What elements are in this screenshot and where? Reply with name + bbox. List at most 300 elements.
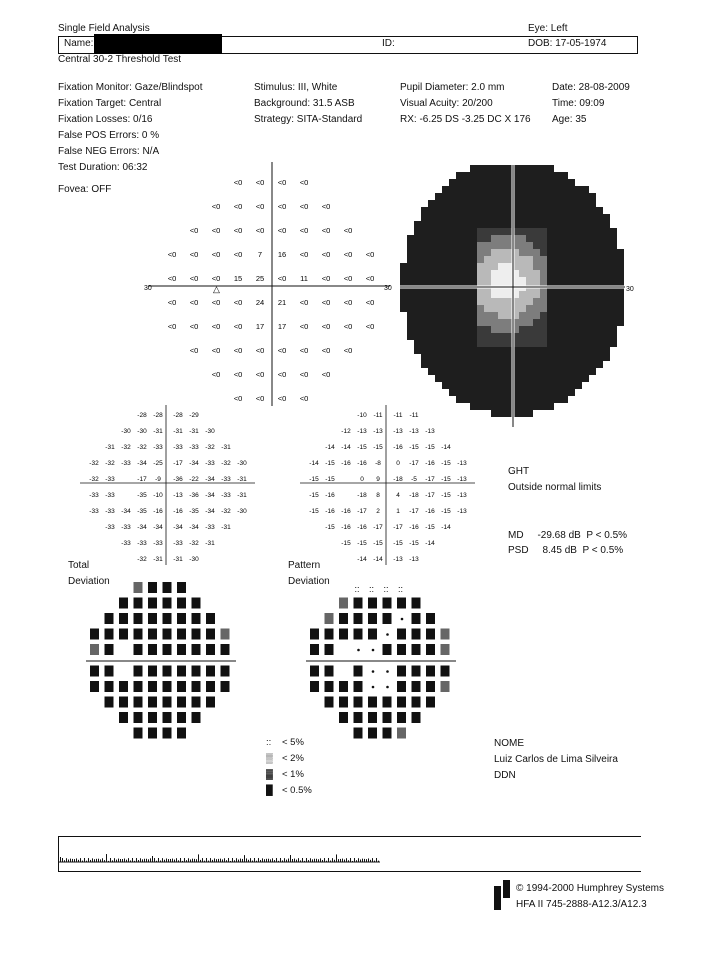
gaze-bar — [88, 858, 89, 862]
gray-cell — [421, 256, 428, 263]
td-prob-symbol — [221, 629, 230, 640]
td-value: -32 — [137, 444, 147, 451]
gray-cell — [491, 242, 498, 249]
td-prob-symbol — [177, 598, 186, 609]
gray-cell — [540, 256, 547, 263]
gray-cell — [575, 305, 582, 312]
td-prob-symbol — [134, 613, 143, 624]
legend-item-05: █ < 0.5% — [266, 783, 312, 799]
threshold-value: <0 — [211, 202, 221, 211]
gray-cell — [463, 340, 470, 347]
threshold-value: <0 — [211, 346, 221, 355]
gray-cell — [498, 277, 505, 284]
gaze-bar — [152, 856, 153, 862]
gray-cell — [491, 305, 498, 312]
td-prob-symbol — [90, 681, 99, 692]
gray-cell — [421, 333, 428, 340]
gray-cell — [568, 256, 575, 263]
gray-cell — [547, 326, 554, 333]
td-prob-symbol — [177, 613, 186, 624]
td-prob-symbol — [177, 582, 186, 593]
td-value: -33 — [153, 444, 163, 451]
gray-cell — [526, 242, 533, 249]
pd-prob-symbol — [386, 670, 389, 673]
gray-cell — [491, 256, 498, 263]
gray-cell — [421, 361, 428, 368]
gray-cell — [442, 333, 449, 340]
threshold-value: <0 — [277, 274, 287, 283]
td-prob-symbol — [192, 629, 201, 640]
gray-cell — [540, 361, 547, 368]
pd-value: 1 — [396, 508, 400, 515]
gray-cell — [533, 340, 540, 347]
td-prob-symbol — [90, 666, 99, 677]
gray-cell — [596, 361, 603, 368]
gray-cell — [554, 368, 561, 375]
pd-value: -15 — [357, 444, 367, 451]
pd-value: -10 — [357, 412, 367, 419]
td-prob-symbol — [177, 629, 186, 640]
gray-cell — [442, 256, 449, 263]
td-prob-symbol — [177, 712, 186, 723]
footer-copyright: © 1994-2000 Humphrey Systems — [516, 883, 664, 894]
gray-cell — [589, 305, 596, 312]
gray-cell — [505, 221, 512, 228]
dob-label: DOB: 17-05-1974 — [528, 38, 607, 49]
td-value: -30 — [237, 460, 247, 467]
param-line: Age: 35 — [552, 114, 587, 125]
gaze-bar — [210, 858, 211, 862]
pd-value: -15 — [425, 444, 435, 451]
gray-cell — [589, 263, 596, 270]
gray-cell — [526, 396, 533, 403]
pattern-deviation-values — [300, 405, 480, 565]
pd-prob-symbol — [383, 728, 392, 739]
gray-cell — [603, 235, 610, 242]
gray-cell — [421, 340, 428, 347]
pd-value: -17 — [409, 460, 419, 467]
gray-cell — [603, 277, 610, 284]
gaze-bar — [306, 858, 307, 862]
gaze-bar — [346, 858, 347, 862]
gray-cell — [610, 270, 617, 277]
pd-prob-symbol — [310, 681, 319, 692]
gray-cell — [449, 193, 456, 200]
gray-cell — [456, 361, 463, 368]
gray-cell — [561, 368, 568, 375]
gray-cell — [561, 354, 568, 361]
threshold-value: 21 — [277, 298, 287, 307]
pd-value: -16 — [357, 460, 367, 467]
gray-cell — [435, 228, 442, 235]
gray-cell — [519, 326, 526, 333]
gray-cell — [400, 291, 407, 298]
gaze-bar — [158, 858, 159, 862]
gray-cell — [442, 242, 449, 249]
pd-value: -17 — [373, 524, 383, 531]
gray-cell — [498, 298, 505, 305]
gray-cell — [463, 221, 470, 228]
gray-cell — [421, 326, 428, 333]
td-prob-symbol — [119, 598, 128, 609]
gray-cell — [547, 207, 554, 214]
gray-cell — [575, 291, 582, 298]
gray-cell — [449, 389, 456, 396]
threshold-value: <0 — [233, 346, 243, 355]
gaze-bar — [272, 858, 273, 862]
gray-cell — [456, 263, 463, 270]
gray-cell — [568, 375, 575, 382]
td-prob-symbol — [221, 681, 230, 692]
threshold-value: <0 — [189, 226, 199, 235]
td-value: -34 — [189, 524, 199, 531]
gray-cell — [554, 179, 561, 186]
gray-cell — [456, 354, 463, 361]
gray-cell — [414, 277, 421, 284]
gray-cell — [540, 207, 547, 214]
gray-cell — [561, 319, 568, 326]
gray-cell — [491, 410, 498, 417]
pd-value: -13 — [457, 460, 467, 467]
gray-cell — [575, 354, 582, 361]
gray-cell — [596, 326, 603, 333]
gray-cell — [554, 333, 561, 340]
gray-cell — [505, 389, 512, 396]
total-label-1: Total — [68, 560, 90, 571]
td-prob-symbol — [90, 629, 99, 640]
threshold-value: <0 — [365, 250, 375, 259]
td-prob-symbol — [163, 697, 172, 708]
gray-cell — [554, 193, 561, 200]
pd-prob-symbol — [426, 697, 435, 708]
gray-cell — [526, 312, 533, 319]
gray-cell — [575, 235, 582, 242]
gray-cell — [547, 256, 554, 263]
gray-cell — [533, 312, 540, 319]
gray-cell — [554, 200, 561, 207]
gray-cell — [519, 340, 526, 347]
gray-cell — [603, 214, 610, 221]
gray-cell — [470, 368, 477, 375]
gray-cell — [526, 249, 533, 256]
pd-prob-symbol — [354, 681, 363, 692]
gray-cell — [505, 298, 512, 305]
gray-cell — [435, 361, 442, 368]
gray-cell — [435, 291, 442, 298]
pattern-label-1: Pattern — [288, 560, 321, 571]
gray-cell — [456, 221, 463, 228]
gray-cell — [428, 361, 435, 368]
pd-prob-symbol — [368, 697, 377, 708]
gray-cell — [407, 333, 414, 340]
td-prob-symbol — [206, 681, 215, 692]
gaze-bar — [258, 858, 259, 862]
gray-cell — [428, 354, 435, 361]
gray-cell — [547, 340, 554, 347]
gray-cell — [603, 221, 610, 228]
gaze-bar — [132, 858, 133, 862]
gray-cell — [407, 291, 414, 298]
gray-cell — [582, 368, 589, 375]
gray-cell — [603, 298, 610, 305]
pd-value: -16 — [341, 508, 351, 515]
td-prob-symbol — [105, 613, 114, 624]
gray-cell — [533, 333, 540, 340]
gray-cell — [449, 382, 456, 389]
gray-cell — [547, 221, 554, 228]
gray-cell — [442, 354, 449, 361]
gray-cell — [456, 382, 463, 389]
gray-cell — [554, 277, 561, 284]
gray-cell — [561, 375, 568, 382]
gray-cell — [547, 403, 554, 410]
gray-cell — [582, 186, 589, 193]
gray-cell — [435, 256, 442, 263]
td-prob-symbol — [206, 613, 215, 624]
gray-cell — [540, 354, 547, 361]
gray-cell — [491, 165, 498, 172]
gray-cell — [449, 214, 456, 221]
gray-cell — [470, 312, 477, 319]
td-prob-symbol — [134, 728, 143, 739]
gray-cell — [442, 186, 449, 193]
gray-cell — [428, 256, 435, 263]
gray-cell — [568, 298, 575, 305]
gray-cell — [498, 312, 505, 319]
gray-cell — [596, 235, 603, 242]
gray-cell — [526, 172, 533, 179]
gaze-bar — [336, 854, 337, 862]
gray-cell — [484, 221, 491, 228]
td-value: -33 — [105, 508, 115, 515]
gray-cell — [428, 326, 435, 333]
threshold-value: <0 — [189, 250, 199, 259]
gray-cell — [484, 361, 491, 368]
gray-cell — [491, 249, 498, 256]
gray-cell — [498, 249, 505, 256]
td-value: -33 — [189, 444, 199, 451]
gray-cell — [519, 333, 526, 340]
gray-cell — [470, 221, 477, 228]
threshold-value: <0 — [343, 298, 353, 307]
pd-value: -11 — [409, 412, 419, 419]
td-value: -32 — [121, 444, 131, 451]
gray-cell — [421, 221, 428, 228]
pd-prob-symbol — [325, 681, 334, 692]
td-prob-symbol — [163, 644, 172, 655]
gray-cell — [456, 368, 463, 375]
gray-cell — [428, 368, 435, 375]
gray-cell — [505, 200, 512, 207]
gray-cell — [533, 186, 540, 193]
td-value: -32 — [89, 460, 99, 467]
threshold-value: 16 — [277, 250, 287, 259]
gray-cell — [505, 361, 512, 368]
gray-cell — [540, 403, 547, 410]
pd-prob-symbol — [412, 598, 421, 609]
gray-cell — [484, 312, 491, 319]
grayscale-axis-label-right: 30 — [626, 286, 634, 293]
td-value: -33 — [153, 540, 163, 547]
gaze-bar — [368, 858, 369, 862]
gray-cell — [582, 326, 589, 333]
gray-cell — [477, 312, 484, 319]
gray-cell — [505, 319, 512, 326]
gray-cell — [596, 221, 603, 228]
gray-cell — [575, 375, 582, 382]
gray-cell — [589, 228, 596, 235]
gray-cell — [484, 263, 491, 270]
gray-cell — [589, 207, 596, 214]
gray-cell — [547, 228, 554, 235]
pd-prob-symbol — [386, 686, 389, 689]
gray-cell — [561, 263, 568, 270]
threshold-value: <0 — [321, 226, 331, 235]
gray-cell — [554, 221, 561, 228]
gray-cell — [491, 207, 498, 214]
gray-cell — [484, 179, 491, 186]
humphrey-logo — [494, 880, 510, 910]
gray-cell — [400, 263, 407, 270]
gray-cell — [568, 368, 575, 375]
gray-cell — [596, 333, 603, 340]
pd-prob-symbol — [397, 681, 406, 692]
pd-value: 2 — [376, 508, 380, 515]
gray-cell — [470, 200, 477, 207]
td-prob-symbol — [163, 582, 172, 593]
gray-cell — [596, 305, 603, 312]
gaze-bar — [294, 859, 295, 862]
gray-cell — [554, 389, 561, 396]
legend-dots-icon: :: — [266, 737, 272, 748]
pd-prob-symbol — [354, 598, 363, 609]
gray-cell — [540, 193, 547, 200]
gray-cell — [421, 319, 428, 326]
gray-cell — [491, 354, 498, 361]
gray-cell — [547, 375, 554, 382]
gray-cell — [442, 228, 449, 235]
pd-value: -17 — [409, 508, 419, 515]
gray-cell — [540, 291, 547, 298]
pd-value: -15 — [409, 540, 419, 547]
gray-cell — [610, 277, 617, 284]
gray-cell — [421, 270, 428, 277]
gray-cell — [540, 249, 547, 256]
gray-cell — [589, 256, 596, 263]
gray-cell — [477, 319, 484, 326]
threshold-value: <0 — [167, 322, 177, 331]
gray-cell — [554, 347, 561, 354]
gray-cell — [568, 389, 575, 396]
pd-value: -15 — [393, 540, 403, 547]
gray-cell — [407, 277, 414, 284]
gray-cell — [540, 221, 547, 228]
gray-cell — [505, 312, 512, 319]
pd-prob-symbol — [397, 728, 406, 739]
gray-cell — [498, 242, 505, 249]
gray-cell — [484, 270, 491, 277]
gray-cell — [582, 354, 589, 361]
gray-cell — [449, 347, 456, 354]
gaze-bar — [176, 858, 177, 862]
gray-cell — [582, 221, 589, 228]
gray-cell — [540, 270, 547, 277]
threshold-value: <0 — [365, 322, 375, 331]
td-value: -30 — [237, 508, 247, 515]
gray-cell — [456, 186, 463, 193]
td-value: -32 — [205, 444, 215, 451]
gray-cell — [575, 312, 582, 319]
gray-cell — [533, 214, 540, 221]
gray-cell — [561, 382, 568, 389]
gray-cell — [484, 186, 491, 193]
gray-cell — [610, 298, 617, 305]
gaze-bar — [246, 858, 247, 862]
gray-cell — [477, 235, 484, 242]
pd-value: -15 — [425, 524, 435, 531]
gray-cell — [477, 165, 484, 172]
param-line: Visual Acuity: 20/200 — [400, 98, 493, 109]
gaze-bar — [76, 858, 77, 862]
gray-cell — [547, 396, 554, 403]
gray-cell — [463, 375, 470, 382]
td-prob-symbol — [134, 712, 143, 723]
pd-value: 8 — [376, 492, 380, 499]
gray-cell — [442, 361, 449, 368]
gray-cell — [575, 242, 582, 249]
gray-cell — [449, 221, 456, 228]
pd-value: -14 — [441, 524, 451, 531]
td-value: -35 — [189, 508, 199, 515]
pd-prob-symbol — [339, 681, 348, 692]
gray-cell — [477, 305, 484, 312]
gray-cell — [491, 186, 498, 193]
threshold-value: <0 — [299, 178, 309, 187]
gaze-tracking-trace — [58, 848, 388, 864]
gray-cell — [589, 333, 596, 340]
gray-cell — [561, 249, 568, 256]
gaze-bar — [354, 858, 355, 862]
gaze-bar — [276, 858, 277, 862]
td-value: -30 — [189, 556, 199, 563]
gray-cell — [442, 291, 449, 298]
gray-cell — [428, 249, 435, 256]
td-value: -32 — [137, 556, 147, 563]
gray-cell — [456, 333, 463, 340]
gray-cell — [540, 277, 547, 284]
gray-cell — [519, 270, 526, 277]
gray-cell — [617, 277, 624, 284]
pd-value: -15 — [325, 476, 335, 483]
gray-cell — [463, 263, 470, 270]
td-prob-symbol — [148, 613, 157, 624]
td-value: -35 — [137, 508, 147, 515]
gray-cell — [505, 396, 512, 403]
gaze-bar — [328, 858, 329, 862]
pd-prob-symbol — [354, 728, 363, 739]
gray-cell — [449, 340, 456, 347]
gray-cell — [421, 312, 428, 319]
pd-value: -13 — [409, 556, 419, 563]
patient-block — [494, 736, 618, 784]
gaze-bar — [350, 858, 351, 862]
gray-cell — [498, 319, 505, 326]
gray-cell — [554, 270, 561, 277]
gray-cell — [491, 382, 498, 389]
gray-cell — [561, 277, 568, 284]
threshold-value: <0 — [233, 298, 243, 307]
pd-prob-symbol — [412, 681, 421, 692]
